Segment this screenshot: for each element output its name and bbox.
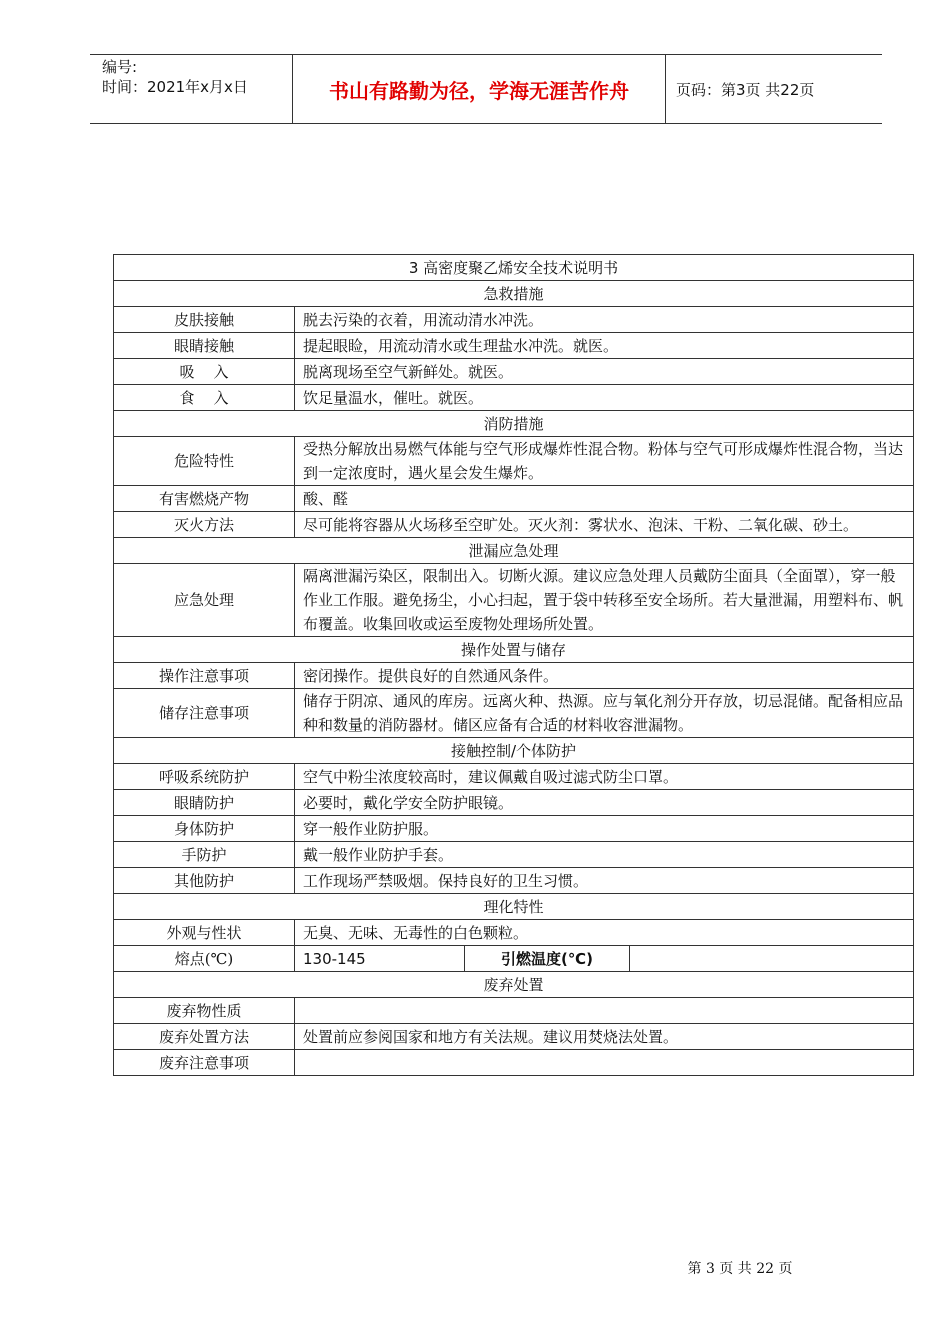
row-label: 操作注意事项	[114, 663, 295, 689]
row-label: 其他防护	[114, 868, 295, 894]
table-row	[114, 764, 914, 790]
table-row	[114, 868, 914, 894]
row-value: 工作现场严禁吸烟。保持良好的卫生习惯。	[295, 868, 914, 894]
row-label: 灭火方法	[114, 512, 295, 538]
table-row	[114, 842, 914, 868]
table-row	[114, 1024, 914, 1050]
row-label: 储存注意事项	[114, 689, 295, 738]
document-title: 3 高密度聚乙烯安全技术说明书	[114, 255, 914, 281]
row-value: 必要时，戴化学安全防护眼镜。	[295, 790, 914, 816]
row-label: 手防护	[114, 842, 295, 868]
row-label: 眼睛接触	[114, 333, 295, 359]
row-value: 脱去污染的衣着，用流动清水冲洗。	[295, 307, 914, 333]
ignition-temp-value	[630, 946, 914, 972]
row-value	[295, 1050, 914, 1076]
table-row	[114, 998, 914, 1024]
row-label: 废弃物性质	[114, 998, 295, 1024]
row-label: 危险特性	[114, 437, 295, 486]
ignition-temp-label: 引燃温度(℃)	[465, 946, 630, 972]
table-row	[114, 816, 914, 842]
row-value: 戴一般作业防护手套。	[295, 842, 914, 868]
row-label: 废弃注意事项	[114, 1050, 295, 1076]
section-title-protection: 接触控制/个体防护	[114, 738, 914, 764]
row-value: 酸、醛	[295, 486, 914, 512]
row-label: 应急处理	[114, 564, 295, 637]
row-label: 食 入	[114, 385, 295, 411]
row-value: 空气中粉尘浓度较高时，建议佩戴自吸过滤式防尘口罩。	[295, 764, 914, 790]
row-value: 处置前应参阅国家和地方有关法规。建议用焚烧法处置。	[295, 1024, 914, 1050]
table-row	[114, 663, 914, 689]
page-header	[90, 54, 882, 124]
row-label: 眼睛防护	[114, 790, 295, 816]
safety-data-sheet-table	[113, 254, 914, 1076]
section-title-fire: 消防措施	[114, 411, 914, 437]
row-value: 穿一般作业防护服。	[295, 816, 914, 842]
row-label: 身体防护	[114, 816, 295, 842]
footer-page-number: 第 3 页 共 22 页	[687, 1261, 793, 1277]
row-value	[295, 998, 914, 1024]
row-label: 吸 入	[114, 359, 295, 385]
section-title-handling: 操作处置与储存	[114, 637, 914, 663]
row-label: 皮肤接触	[114, 307, 295, 333]
row-value: 尽可能将容器从火场移至空旷处。灭火剂：雾状水、泡沫、干粉、二氧化碳、砂土。	[295, 512, 914, 538]
table-row	[114, 437, 914, 486]
row-label: 废弃处置方法	[114, 1024, 295, 1050]
table-row	[114, 790, 914, 816]
header-page-info: 页码：第3页 共22页	[676, 80, 815, 99]
table-row	[114, 946, 914, 972]
row-value: 隔离泄漏污染区，限制出入。切断火源。建议应急处理人员戴防尘面具（全面罩），穿一般作业工作服。避免扬尘，小心扫起，置于袋中转移至安全场所。若大量泄漏，用塑料布、帆布覆盖。收集回收或运至废物处理场所处置。	[295, 564, 914, 637]
melting-point-value: 130-145	[295, 946, 465, 972]
table-row	[114, 689, 914, 738]
appearance-value: 无臭、无味、无毒性的白色颗粒。	[295, 920, 914, 946]
section-title-first-aid: 急救措施	[114, 281, 914, 307]
section-title-leak: 泄漏应急处理	[114, 538, 914, 564]
table-row	[114, 333, 914, 359]
section-title-physchem: 理化特性	[114, 894, 914, 920]
row-value: 受热分解放出易燃气体能与空气形成爆炸性混合物。粉体与空气可形成爆炸性混合物，当达到一定浓度时，遇火星会发生爆炸。	[295, 437, 914, 486]
time-label: 时间：2021年x月x日	[102, 78, 248, 96]
table-row	[114, 564, 914, 637]
page-footer	[0, 1258, 950, 1278]
appearance-label: 外观与性状	[114, 920, 295, 946]
row-value: 储存于阴凉、通风的库房。远离火种、热源。应与氧化剂分开存放，切忌混储。配备相应品种和数量的消防器材。储区应备有合适的材料收容泄漏物。	[295, 689, 914, 738]
header-motto: 书山有路勤为径，学海无涯苦作舟	[293, 55, 666, 123]
row-value: 提起眼睑，用流动清水或生理盐水冲洗。就医。	[295, 333, 914, 359]
table-row	[114, 920, 914, 946]
table-row	[114, 359, 914, 385]
section-title-disposal: 废弃处置	[114, 972, 914, 998]
table-row	[114, 486, 914, 512]
table-row	[114, 1050, 914, 1076]
table-row	[114, 512, 914, 538]
number-label: 编号:	[102, 58, 138, 76]
table-row	[114, 307, 914, 333]
header-meta	[90, 55, 293, 123]
row-label: 有害燃烧产物	[114, 486, 295, 512]
melting-point-label: 熔点(℃)	[114, 946, 295, 972]
row-label: 呼吸系统防护	[114, 764, 295, 790]
row-value: 饮足量温水，催吐。就医。	[295, 385, 914, 411]
table-row	[114, 385, 914, 411]
row-value: 脱离现场至空气新鲜处。就医。	[295, 359, 914, 385]
row-value: 密闭操作。提供良好的自然通风条件。	[295, 663, 914, 689]
